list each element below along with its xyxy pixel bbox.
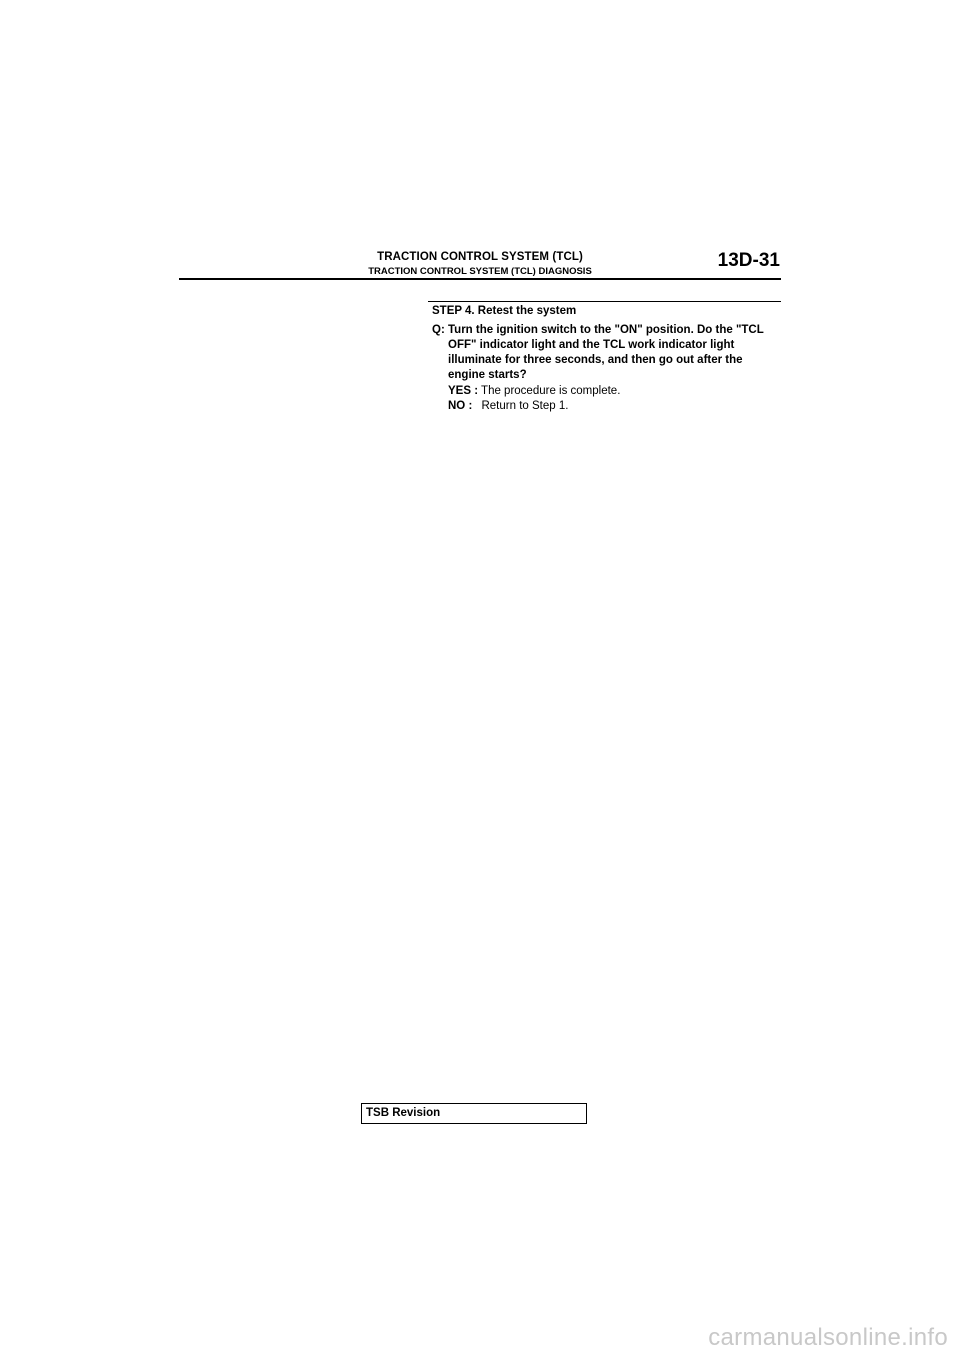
header-title: TRACTION CONTROL SYSTEM (TCL)	[377, 251, 583, 263]
step-heading: STEP 4. Retest the system	[432, 305, 577, 317]
question-text: Turn the ignition switch to the "ON" position. Do the "TCL OFF" indicator light and the TCL work indicator light illuminate for three seconds, and then go out after the engine starts?	[448, 324, 764, 381]
answer-yes-label: YES :	[448, 385, 479, 397]
tsb-revision-box	[361, 1103, 587, 1124]
watermark: carmanualsonline.info	[708, 1324, 948, 1351]
answer-yes	[448, 385, 620, 397]
question-prefix: Q:	[432, 324, 445, 336]
answer-no	[448, 400, 568, 412]
answer-no-label: NO :	[448, 400, 473, 412]
question-block	[432, 323, 782, 383]
step-rule	[428, 301, 781, 302]
page-number: 13D-31	[717, 250, 780, 271]
answer-yes-text: The procedure is complete.	[481, 385, 621, 397]
header-subtitle: TRACTION CONTROL SYSTEM (TCL) DIAGNOSIS	[368, 266, 592, 277]
answer-no-text: Return to Step 1.	[481, 400, 569, 412]
header-rule	[179, 278, 781, 280]
tsb-revision-label: TSB Revision	[366, 1107, 441, 1119]
